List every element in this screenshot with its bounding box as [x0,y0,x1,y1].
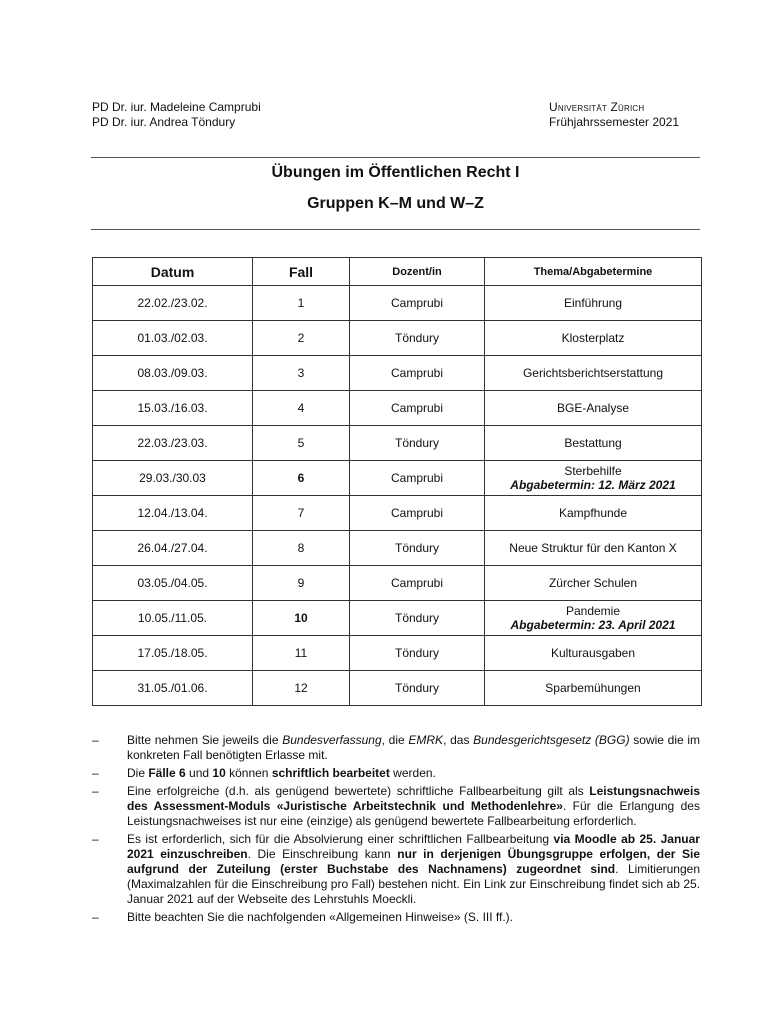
note-bold: Leistungsnachweis des Assessment-Moduls «Juristische Arbeitstechnik und Methodenlehre» [127,784,700,813]
page-subtitle: Gruppen K–M und W–Z [307,195,484,212]
cell-dozent: Camprubi [350,566,485,601]
cell-datum: 08.03./09.03. [93,356,253,391]
cell-thema: Bestattung [485,426,702,461]
cell-dozent: Camprubi [350,496,485,531]
cell-datum: 17.05./18.05. [93,636,253,671]
cell-thema: Neue Struktur für den Kanton X [485,531,702,566]
note-italic: Bundesverfassung [282,733,382,747]
page-title: Übungen im Öffentlichen Recht I [271,164,520,181]
note-italic: EMRK [408,733,444,747]
note-text: werden. [389,766,436,780]
note-text: Die [127,766,149,780]
column-header-fall: Fall [253,258,350,286]
table-header-row [93,258,702,286]
cell-thema: Gerichtsberichtserstattung [485,356,702,391]
note-text: Bitte beachten Sie die nachfolgenden «Allgemeinen Hinweise» (S. III ff.). [127,910,514,924]
table-row [93,426,702,461]
cell-dozent: Camprubi [350,461,485,496]
institution-header [549,100,679,130]
cell-fall: 8 [253,531,350,566]
cell-dozent: Camprubi [350,356,485,391]
table-row [93,636,702,671]
list-item [92,733,700,763]
notes-list [92,733,700,928]
deadline-label: Abgabetermin: 12. März 2021 [510,478,676,492]
instructors-header [92,100,261,130]
table-row [93,321,702,356]
cell-dozent: Töndury [350,671,485,706]
table-row [93,356,702,391]
cell-thema: Kulturausgaben [485,636,702,671]
note-text: . Für die Erlangung des Leistungsnachweises ist nur eine (einzige) als genügend bewertete Fallbearbeitung erforderlich. [127,799,700,828]
table-row [93,531,702,566]
cell-datum: 31.05./01.06. [93,671,253,706]
instructor-1: PD Dr. iur. Madeleine Camprubi [92,100,261,114]
cell-fall: 6 [253,461,350,496]
cell-fall: 5 [253,426,350,461]
cell-dozent: Töndury [350,321,485,356]
cell-thema: BGE-Analyse [485,391,702,426]
list-item [92,766,700,781]
cell-thema [485,461,702,496]
note-text: Es ist erforderlich, sich für die Absolvierung einer schriftlichen Fallbearbeitung [127,832,554,846]
note-bold: Fälle 6 [148,766,186,780]
note-text: Bitte nehmen Sie jeweils die [127,733,283,747]
dash-bullet: – [92,784,99,798]
cell-thema: Zürcher Schulen [485,566,702,601]
note-bold: via Moodle ab 25. Januar 2021 einzuschreiben [127,832,700,861]
cell-thema: Einführung [485,286,702,321]
table-row [93,461,702,496]
cell-datum: 22.02./23.02. [93,286,253,321]
topic-label: Pandemie [565,604,621,618]
table-row [93,496,702,531]
cell-fall: 10 [253,601,350,636]
cell-fall: 9 [253,566,350,601]
note-text: Eine erfolgreiche (d.h. als genügend bewertete) schriftliche Fallbearbeitung gilt als [127,784,590,798]
table-row [93,286,702,321]
column-header-datum: Datum [93,258,253,286]
cell-fall: 2 [253,321,350,356]
list-item [92,832,700,907]
cell-dozent: Camprubi [350,391,485,426]
cell-fall: 1 [253,286,350,321]
note-text: können [225,766,272,780]
cell-dozent: Camprubi [350,286,485,321]
cell-dozent: Töndury [350,636,485,671]
table-row [93,391,702,426]
note-text: , die [381,733,409,747]
cell-datum: 10.05./11.05. [93,601,253,636]
university-name: Universität Zürich [549,100,645,114]
column-header-thema: Thema/Abgabetermine [485,258,702,286]
table-row [93,601,702,636]
note-italic: Bundesgerichtsgesetz (BGG) [473,733,630,747]
cell-datum: 26.04./27.04. [93,531,253,566]
divider-bottom [91,229,700,230]
note-text: sowie die im konkreten Fall benötigten Erlasse mit. [127,733,701,762]
cell-datum: 22.03./23.03. [93,426,253,461]
column-header-dozent: Dozent/in [350,258,485,286]
cell-dozent: Töndury [350,531,485,566]
cell-datum: 01.03./02.03. [93,321,253,356]
dash-bullet: – [92,832,99,846]
cell-fall: 3 [253,356,350,391]
cell-fall: 4 [253,391,350,426]
table-row [93,566,702,601]
dash-bullet: – [92,910,99,924]
dash-bullet: – [92,766,99,780]
deadline-label: Abgabetermin: 23. April 2021 [510,618,676,632]
cell-datum: 15.03./16.03. [93,391,253,426]
cell-fall: 11 [253,636,350,671]
cell-thema: Klosterplatz [485,321,702,356]
cell-thema: Sparbemühungen [485,671,702,706]
list-item [92,784,700,829]
note-text: . Limitierungen (Maximalzahlen für die Einschreibung pro Fall) bestehen nicht. Ein Link zur Einschreibung findet sich ab 25. Januar 2021 auf der Webseite des Lehrstuhls Moeckli. [127,862,700,906]
note-text: , das [443,733,474,747]
note-bold: schriftlich bearbeitet [271,766,390,780]
note-text: und [185,766,213,780]
schedule-table [92,257,702,706]
cell-fall: 7 [253,496,350,531]
semester: Frühjahrssemester 2021 [549,115,680,129]
divider-top [91,157,700,158]
cell-datum: 12.04./13.04. [93,496,253,531]
cell-datum: 29.03./30.03 [93,461,253,496]
cell-datum: 03.05./04.05. [93,566,253,601]
cell-dozent: Töndury [350,426,485,461]
note-bold: nur in derjenigen Übungsgruppe erfolgen, der Sie aufgrund der Zuteilung (erster Buchstabe des Nachnamens) zugeordnet sind [127,847,701,876]
note-bold: 10 [212,766,226,780]
table-row [93,671,702,706]
list-item [92,910,700,925]
topic-label: Sterbehilfe [564,464,622,478]
note-text: . Die Einschreibung kann [247,847,398,861]
cell-thema [485,601,702,636]
dash-bullet: – [92,733,99,747]
cell-thema: Kampfhunde [485,496,702,531]
cell-fall: 12 [253,671,350,706]
instructor-2: PD Dr. iur. Andrea Töndury [92,115,236,129]
cell-dozent: Töndury [350,601,485,636]
